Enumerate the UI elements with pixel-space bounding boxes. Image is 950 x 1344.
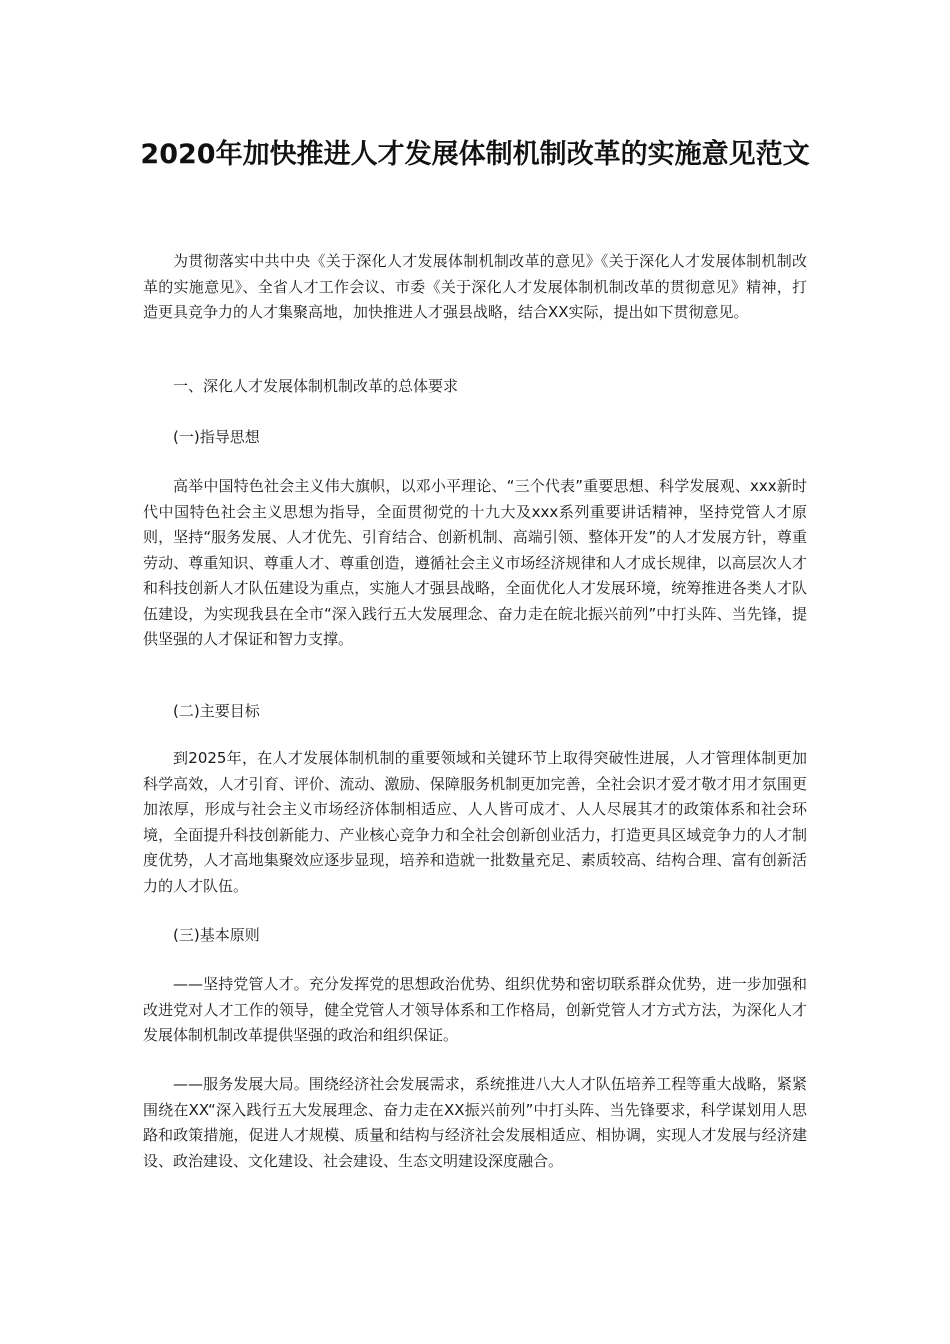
subheading-basic-principles: (三)基本原则 (173, 926, 260, 944)
guiding-ideology-paragraph: 高举中国特色社会主义伟大旗帜，以邓小平理论、“三个代表”重要思想、科学发展观、xxx新时代中国特色社会主义思想为指导，全面贯彻党的十九大及xxx系列重要讲话精神，坚持党管人才原则，坚持“服务发展、人才优先、引育结合、创新机制、高端引领、整体开发”的人才发展方针，尊重劳动、尊重知识、尊重人才、尊重创造，遵循社会主义市场经济规律和人才成长规律，以高层次人才和科技创新人才队伍建设为重点，实施人才强县战略，全面优化人才发展环境，统筹推进各类人才队伍建设，为实现我县在全市“深入践行五大发展理念、奋力走在皖北振兴前列”中打头阵、当先锋，提供坚强的人才保证和智力支撑。 (143, 477, 807, 648)
principle-serve-development-paragraph: ——服务发展大局。围绕经济社会发展需求，系统推进八大人才队伍培养工程等重大战略，紧紧围绕在XX“深入践行五大发展理念、奋力走在XX振兴前列”中打头阵、当先锋要求，科学谋划用人思路和政策措施，促进人才规模、质量和结构与经济社会发展相适应、相协调，实现人才发展与经济建设、政治建设、文化建设、社会建设、生态文明建设深度融合。 (143, 1075, 807, 1170)
section-heading-overall-requirements: 一、深化人才发展体制机制改革的总体要求 (173, 377, 459, 395)
subheading-main-goals: (二)主要目标 (173, 702, 260, 720)
principle-party-management-paragraph: ——坚持党管人才。充分发挥党的思想政治优势、组织优势和密切联系群众优势，进一步加强和改进党对人才工作的领导，健全党管人才领导体系和工作格局，创新党管人才方式方法，为深化人才发展体制机制改革提供坚强的政治和组织保证。 (143, 975, 807, 1044)
document-title: 2020年加快推进人才发展体制机制改革的实施意见范文 (140, 139, 810, 170)
subheading-guiding-ideology: (一)指导思想 (173, 428, 260, 446)
intro-paragraph: 为贯彻落实中共中央《关于深化人才发展体制机制改革的意见》《关于深化人才发展体制机制改革的实施意见》、全省人才工作会议、市委《关于深化人才发展体制机制改革的贯彻意见》精神，打造更具竞争力的人才集聚高地，加快推进人才强县战略，结合XX实际，提出如下贯彻意见。 (143, 252, 807, 321)
main-goals-paragraph: 到2025年，在人才发展体制机制的重要领域和关键环节上取得突破性进展，人才管理体制更加科学高效，人才引育、评价、流动、激励、保障服务机制更加完善，全社会识才爱才敬才用才氛围更加浓厚，形成与社会主义市场经济体制相适应、人人皆可成才、人人尽展其才的政策体系和社会环境，全面提升科技创新能力、产业核心竞争力和全社会创新创业活力，打造更具区域竞争力的人才制度优势，人才高地集聚效应逐步显现，培养和造就一批数量充足、素质较高、结构合理、富有创新活力的人才队伍。 (143, 749, 807, 895)
